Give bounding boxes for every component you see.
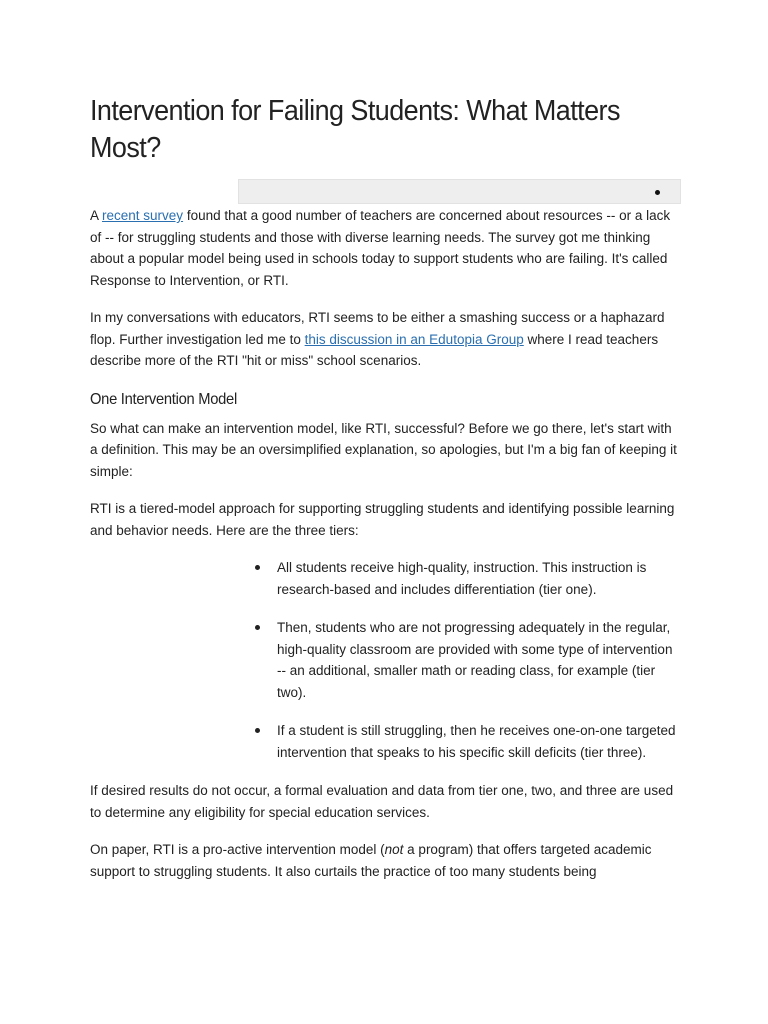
paragraph-text: A (90, 208, 103, 223)
emphasis-text: not (384, 842, 404, 857)
paragraph-text: where I read teachers describe more of the RTI "hit or miss" school scenarios. (90, 331, 659, 368)
edutopia-group-link[interactable]: this discussion in an Edutopia Group (304, 331, 524, 347)
recent-survey-link[interactable]: recent survey (102, 208, 184, 223)
page-title: Intervention for Failing Students: What Matters Most? (90, 95, 620, 164)
paragraph-text: found that a good number of teachers are concerned about resources -- or a lack of -- for struggling students and those with diverse learning needs. The survey got me thinking about a popular model being used in schools today to support students who are failing. It's called Response to Intervention, or RTI. (90, 208, 671, 288)
bullet-icon (655, 190, 660, 195)
list-item-text: Then, students who are not progressing adequately in the regular, high-quality classroom are provided with some type of intervention -- an additional, smaller math or reading class, for example (tier two). (277, 620, 673, 700)
paragraph-text: On paper, RTI is a pro-active intervention model ( (90, 842, 385, 857)
article-body (90, 205, 680, 898)
list-item (277, 617, 680, 703)
list-item-text: All students receive high-quality, instruction. This instruction is research-based and includes differentiation (tier one). (277, 560, 647, 597)
paragraph-intro (90, 205, 680, 291)
bullet-icon (255, 565, 260, 570)
list-item (277, 720, 680, 763)
bullet-icon (255, 625, 260, 630)
paragraph-evaluation: If desired results do not occur, a formal evaluation and data from tier one, two, and three are used to determine any eligibility for special education services. (90, 783, 674, 820)
share-toolbar (238, 179, 681, 204)
list-item-text: If a student is still struggling, then he receives one-on-one targeted intervention that speaks to his specific skill deficits (tier three). (277, 723, 676, 760)
paragraph-text: In my conversations with educators, RTI seems to be either a smashing success or a haphazard flop. Further investigation led me to (90, 310, 665, 347)
section-heading: One Intervention Model (90, 390, 237, 408)
paragraph-definition: So what can make an intervention model, like RTI, successful? Before we go there, let's start with a definition. This may be an oversimplified explanation, so apologies, but I'm a big fan of keeping it simple: (90, 420, 677, 479)
paragraph-tiers-intro: RTI is a tiered-model approach for supporting struggling students and identifying possible learning and behavior needs. Here are the three tiers: (90, 501, 675, 538)
paragraph-on-paper (90, 839, 680, 882)
paragraph-conversations (90, 307, 680, 372)
paragraph-text: a program) that offers targeted academic support to struggling students. It also curtails the practice of too many students being (90, 842, 652, 879)
tiers-list (90, 557, 680, 763)
article (90, 0, 680, 879)
list-item (277, 557, 680, 600)
bullet-icon (255, 728, 260, 733)
